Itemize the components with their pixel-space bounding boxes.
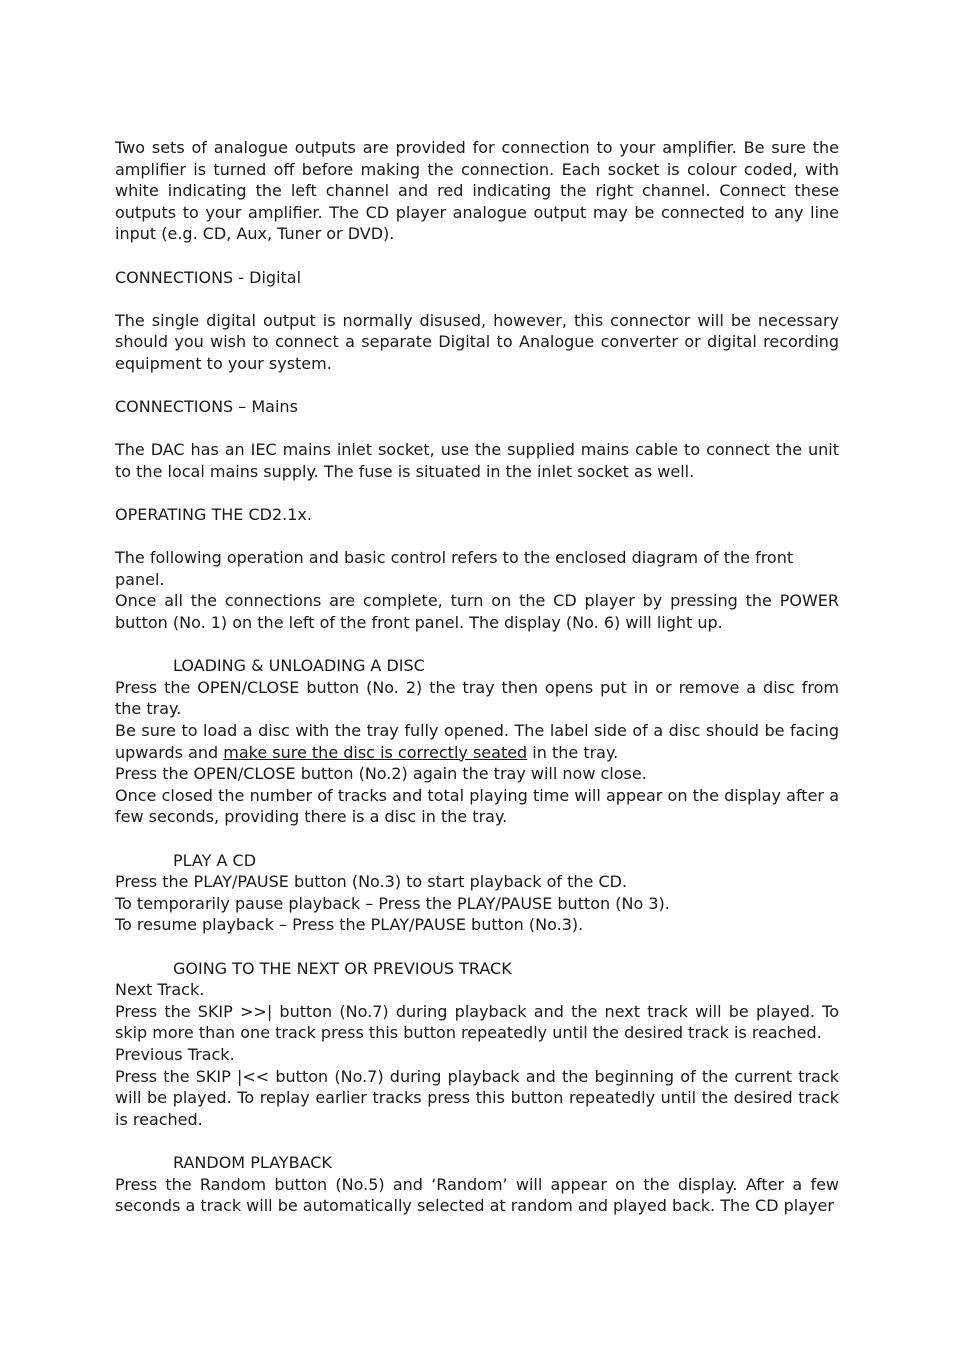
previous-track-label: Previous Track. <box>115 1044 235 1064</box>
loading-paragraph-2 <box>115 720 839 763</box>
loading-heading: LOADING & UNLOADING A DISC <box>173 656 425 676</box>
track-heading: GOING TO THE NEXT OR PREVIOUS TRACK <box>173 958 512 978</box>
random-paragraph: Press the Random button (No.5) and ‘Random’ will appear on the display. After a few seconds a track will be automatically selected at random and played back. The CD player <box>115 1174 839 1216</box>
mains-paragraph: The DAC has an IEC mains inlet socket, use the supplied mains cable to connect the unit to the local mains supply. The fuse is situated in the inlet socket as well. <box>115 440 839 481</box>
loading-paragraph-3: Press the OPEN/CLOSE button (No.2) again the tray will now close. <box>115 764 647 784</box>
digital-heading: CONNECTIONS - Digital <box>115 267 302 287</box>
mains-heading: CONNECTIONS – Mains <box>115 397 298 417</box>
loading-underlined-text: make sure the disc is correctly seated <box>223 742 528 762</box>
play-paragraph-2: To temporarily pause playback – Press the PLAY/PAUSE button (No 3). <box>115 893 670 913</box>
document-page <box>115 137 839 1217</box>
play-paragraph-1: Press the PLAY/PAUSE button (No.3) to start playback of the CD. <box>115 872 628 892</box>
loading-paragraph-1: Press the OPEN/CLOSE button (No. 2) the tray then opens put in or remove a disc from the tray. <box>115 677 839 719</box>
previous-track-paragraph: Press the SKIP |<< button (No.7) during playback and the beginning of the current track will be played. To replay earlier tracks press this button repeatedly until the desired track is reached. <box>115 1066 839 1129</box>
loading-paragraph-4: Once closed the number of tracks and total playing time will appear on the display after a few seconds, providing there is a disc in the tray. <box>115 785 839 827</box>
loading-paragraph-2-start: Be sure to load a disc with the tray fully opened. The label side of a disc should be facing upwards and <box>115 721 839 762</box>
digital-paragraph: The single digital output is normally disused, however, this connector will be necessary should you wish to connect a separate Digital to Analogue converter or digital recording equipment to your system. <box>115 310 839 373</box>
next-track-label: Next Track. <box>115 980 205 1000</box>
analogue-paragraph: Two sets of analogue outputs are provided for connection to your amplifier. Be sure the amplifier is turned off before making the connection. Each socket is colour coded, with white indicating the left channel and red indicating the right channel. Connect these outputs to your amplifier. The CD player analogue output may be connected to any line input (e.g. CD, Aux, Tuner or DVD). <box>115 138 839 244</box>
next-track-paragraph: Press the SKIP >>| button (No.7) during playback and the next track will be played. To skip more than one track press this button repeatedly until the desired track is reached. <box>115 1001 839 1043</box>
random-heading: RANDOM PLAYBACK <box>173 1152 332 1172</box>
operating-heading: OPERATING THE CD2.1x. <box>115 505 312 525</box>
operating-paragraph-2: Once all the connections are complete, turn on the CD player by pressing the POWER button (No. 1) on the left of the front panel. The display (No. 6) will light up. <box>115 591 839 633</box>
play-heading: PLAY A CD <box>173 850 257 870</box>
loading-paragraph-2-end: in the tray. <box>527 742 619 762</box>
play-paragraph-3: To resume playback – Press the PLAY/PAUSE button (No.3). <box>115 915 584 935</box>
operating-paragraph-1: The following operation and basic control refers to the enclosed diagram of the front panel. <box>115 548 794 589</box>
